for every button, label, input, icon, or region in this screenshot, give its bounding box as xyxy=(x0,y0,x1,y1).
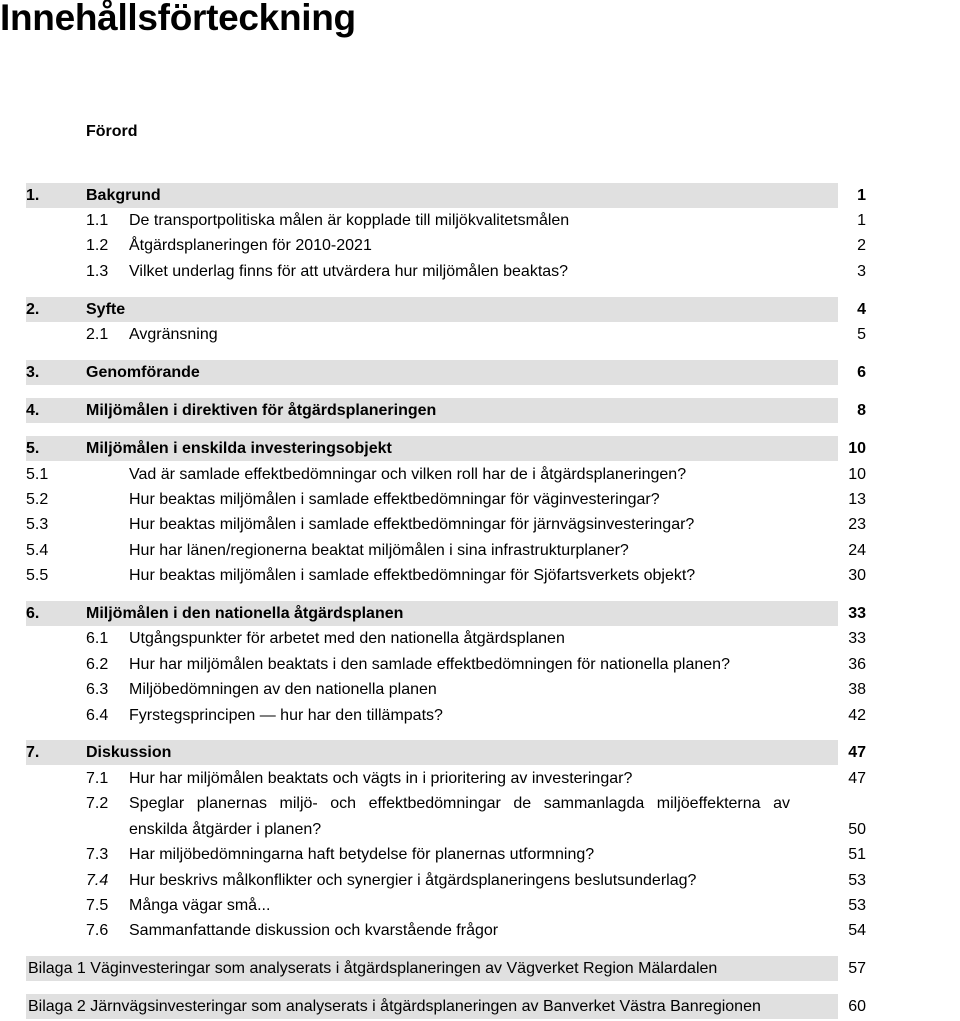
toc-number: 5.2 xyxy=(26,491,49,508)
toc-label: Hur beskrivs målkonflikter och synergier i åtgärdsplaneringens beslutsunderlag? xyxy=(129,872,697,889)
toc-subsection-5-4[interactable] xyxy=(26,538,960,563)
toc-number: 5.5 xyxy=(26,567,49,584)
toc-number: 5.1 xyxy=(26,466,49,483)
toc-number: 6.4 xyxy=(86,707,109,724)
toc-number: 5. xyxy=(26,440,40,457)
toc-number: 1. xyxy=(26,187,40,204)
toc-label: Sammanfattande diskussion och kvarstående frågor xyxy=(129,922,499,939)
toc-number: 6.2 xyxy=(86,656,109,673)
toc-label: Genomförande xyxy=(86,364,200,381)
toc-number: 1.3 xyxy=(86,263,109,280)
toc-number: 6.1 xyxy=(86,630,109,647)
toc-page: 42 xyxy=(848,707,866,724)
toc-label: Hur har miljömålen beaktats och vägts in i prioritering av investeringar? xyxy=(129,770,633,787)
page-title: Innehållsförteckning xyxy=(0,0,356,38)
toc-number: 3. xyxy=(26,364,40,381)
toc-entry-forord[interactable] xyxy=(26,119,960,144)
toc-subsection-6-3[interactable] xyxy=(26,677,960,702)
toc-section-3[interactable] xyxy=(26,360,960,385)
toc-label-continued: enskilda åtgärder i planen? xyxy=(129,821,322,838)
toc-number: 7.4 xyxy=(86,872,109,889)
toc-label: Bilaga 2 Järnvägsinvesteringar som analyserats i åtgärdsplaneringen av Banverket Västra Banregionen xyxy=(28,998,761,1015)
toc-page: 51 xyxy=(848,846,866,863)
toc-subsection-1-1[interactable] xyxy=(26,208,960,233)
toc-section-5[interactable] xyxy=(26,436,960,461)
toc-page: 4 xyxy=(857,301,866,318)
toc-subsection-7-3[interactable] xyxy=(26,842,960,867)
toc-number: 5.3 xyxy=(26,516,49,533)
toc-subsection-6-1[interactable] xyxy=(26,626,960,651)
toc-page: 47 xyxy=(848,770,866,787)
toc-section-1[interactable] xyxy=(26,183,960,208)
toc-number: 5.4 xyxy=(26,542,49,559)
toc-label: Diskussion xyxy=(86,744,172,761)
toc-label: Fyrstegsprincipen — hur har den tillämpats? xyxy=(129,707,443,724)
toc-number: 2. xyxy=(26,301,40,318)
toc-subsection-7-1[interactable] xyxy=(26,766,960,791)
toc-page: 10 xyxy=(848,440,866,457)
toc-page: 5 xyxy=(857,326,866,343)
toc-subsection-7-4[interactable] xyxy=(26,868,960,893)
toc-label: Vad är samlade effektbedömningar och vilken roll har de i åtgärdsplaneringen? xyxy=(129,466,687,483)
section-highlight xyxy=(26,297,838,322)
toc-subsection-7-5[interactable] xyxy=(26,893,960,918)
toc-label: Hur beaktas miljömålen i samlade effektbedömningar för järnvägsinvesteringar? xyxy=(129,516,695,533)
toc-label: Vilket underlag finns för att utvärdera hur miljömålen beaktas? xyxy=(129,263,569,280)
toc-page: 33 xyxy=(848,605,866,622)
toc-page: 30 xyxy=(848,567,866,584)
toc-page: 2 xyxy=(857,237,866,254)
toc-label: Avgränsning xyxy=(129,326,218,343)
toc-label: Bakgrund xyxy=(86,187,161,204)
toc-label: Miljömålen i direktiven för åtgärdsplaneringen xyxy=(86,402,437,419)
toc-section-7[interactable] xyxy=(26,740,960,765)
toc-subsection-6-2[interactable] xyxy=(26,652,960,677)
toc-page: 6 xyxy=(857,364,866,381)
toc-label: Miljöbedömningen av den nationella planen xyxy=(129,681,437,698)
toc-section-2[interactable] xyxy=(26,297,960,322)
toc-label: Syfte xyxy=(86,301,126,318)
toc-page: 1 xyxy=(857,187,866,204)
toc-section-4[interactable] xyxy=(26,398,960,423)
toc-page: 24 xyxy=(848,542,866,559)
toc-page: 53 xyxy=(848,897,866,914)
toc-label: Utgångspunkter för arbetet med den nationella åtgärdsplanen xyxy=(129,630,565,647)
toc-number: 7.1 xyxy=(86,770,109,787)
toc-label: Många vägar små... xyxy=(129,897,271,914)
toc-page: 33 xyxy=(848,630,866,647)
toc-page: 36 xyxy=(848,656,866,673)
toc-page: 53 xyxy=(848,872,866,889)
toc-section-6[interactable] xyxy=(26,601,960,626)
toc-label: Bilaga 1 Väginvesteringar som analyserats i åtgärdsplaneringen av Vägverket Region Mälardalen xyxy=(28,960,718,977)
toc-label: Hur har länen/regionerna beaktat miljömålen i sina infrastrukturplaner? xyxy=(129,542,629,559)
toc-bilaga-2[interactable] xyxy=(26,994,960,1019)
toc-number: 7.6 xyxy=(86,922,109,939)
toc-label: Har miljöbedömningarna haft betydelse för planernas utformning? xyxy=(129,846,595,863)
toc-number: 7.3 xyxy=(86,846,109,863)
toc-page: 47 xyxy=(848,744,866,761)
toc-subsection-1-3[interactable] xyxy=(26,259,960,284)
toc-label: Hur beaktas miljömålen i samlade effektbedömningar för väginvesteringar? xyxy=(129,491,660,508)
toc-number: 7. xyxy=(26,744,40,761)
toc-page: 3 xyxy=(857,263,866,280)
toc-subsection-5-3[interactable] xyxy=(26,512,960,537)
toc-label: Hur beaktas miljömålen i samlade effektbedömningar för Sjöfartsverkets objekt? xyxy=(129,567,696,584)
toc-subsection-7-2-continued[interactable] xyxy=(26,817,960,842)
toc-subsection-7-6[interactable] xyxy=(26,918,960,943)
toc-label: Åtgärdsplaneringen för 2010-2021 xyxy=(129,237,372,254)
toc-number: 6. xyxy=(26,605,40,622)
toc-number: 6.3 xyxy=(86,681,109,698)
toc-label: Miljömålen i den nationella åtgärdsplanen xyxy=(86,605,404,622)
toc-label: Förord xyxy=(86,123,138,140)
toc-subsection-7-2[interactable] xyxy=(26,791,960,816)
toc-label: Hur har miljömålen beaktats i den samlade effektbedömningen för nationella planen? xyxy=(129,656,730,673)
toc-subsection-5-5[interactable] xyxy=(26,563,960,588)
toc-page: 1 xyxy=(857,212,866,229)
toc-page: 10 xyxy=(848,466,866,483)
toc-subsection-5-2[interactable] xyxy=(26,487,960,512)
toc-number: 7.2 xyxy=(86,795,109,812)
toc-number: 4. xyxy=(26,402,40,419)
toc-page: 23 xyxy=(848,516,866,533)
toc-label: Speglar planernas miljö- och effektbedömningar de sammanlagda miljöeffekterna av xyxy=(129,795,790,812)
toc-subsection-5-1[interactable] xyxy=(26,462,960,487)
toc-page: 8 xyxy=(857,402,866,419)
toc-page: 54 xyxy=(848,922,866,939)
toc-number: 2.1 xyxy=(86,326,109,343)
toc-page: 50 xyxy=(848,821,866,838)
toc-bilaga-1[interactable] xyxy=(26,956,960,981)
toc-page: 60 xyxy=(848,998,866,1015)
toc-number: 1.2 xyxy=(86,237,109,254)
toc-page: 38 xyxy=(848,681,866,698)
toc-subsection-2-1[interactable] xyxy=(26,322,960,347)
toc-label: De transportpolitiska målen är kopplade till miljökvalitetsmålen xyxy=(129,212,570,229)
toc-subsection-6-4[interactable] xyxy=(26,703,960,728)
toc-label: Miljömålen i enskilda investeringsobjekt xyxy=(86,440,392,457)
toc-number: 1.1 xyxy=(86,212,109,229)
toc-subsection-1-2[interactable] xyxy=(26,233,960,258)
toc-page: 13 xyxy=(848,491,866,508)
toc-number: 7.5 xyxy=(86,897,109,914)
toc-page: 57 xyxy=(848,960,866,977)
